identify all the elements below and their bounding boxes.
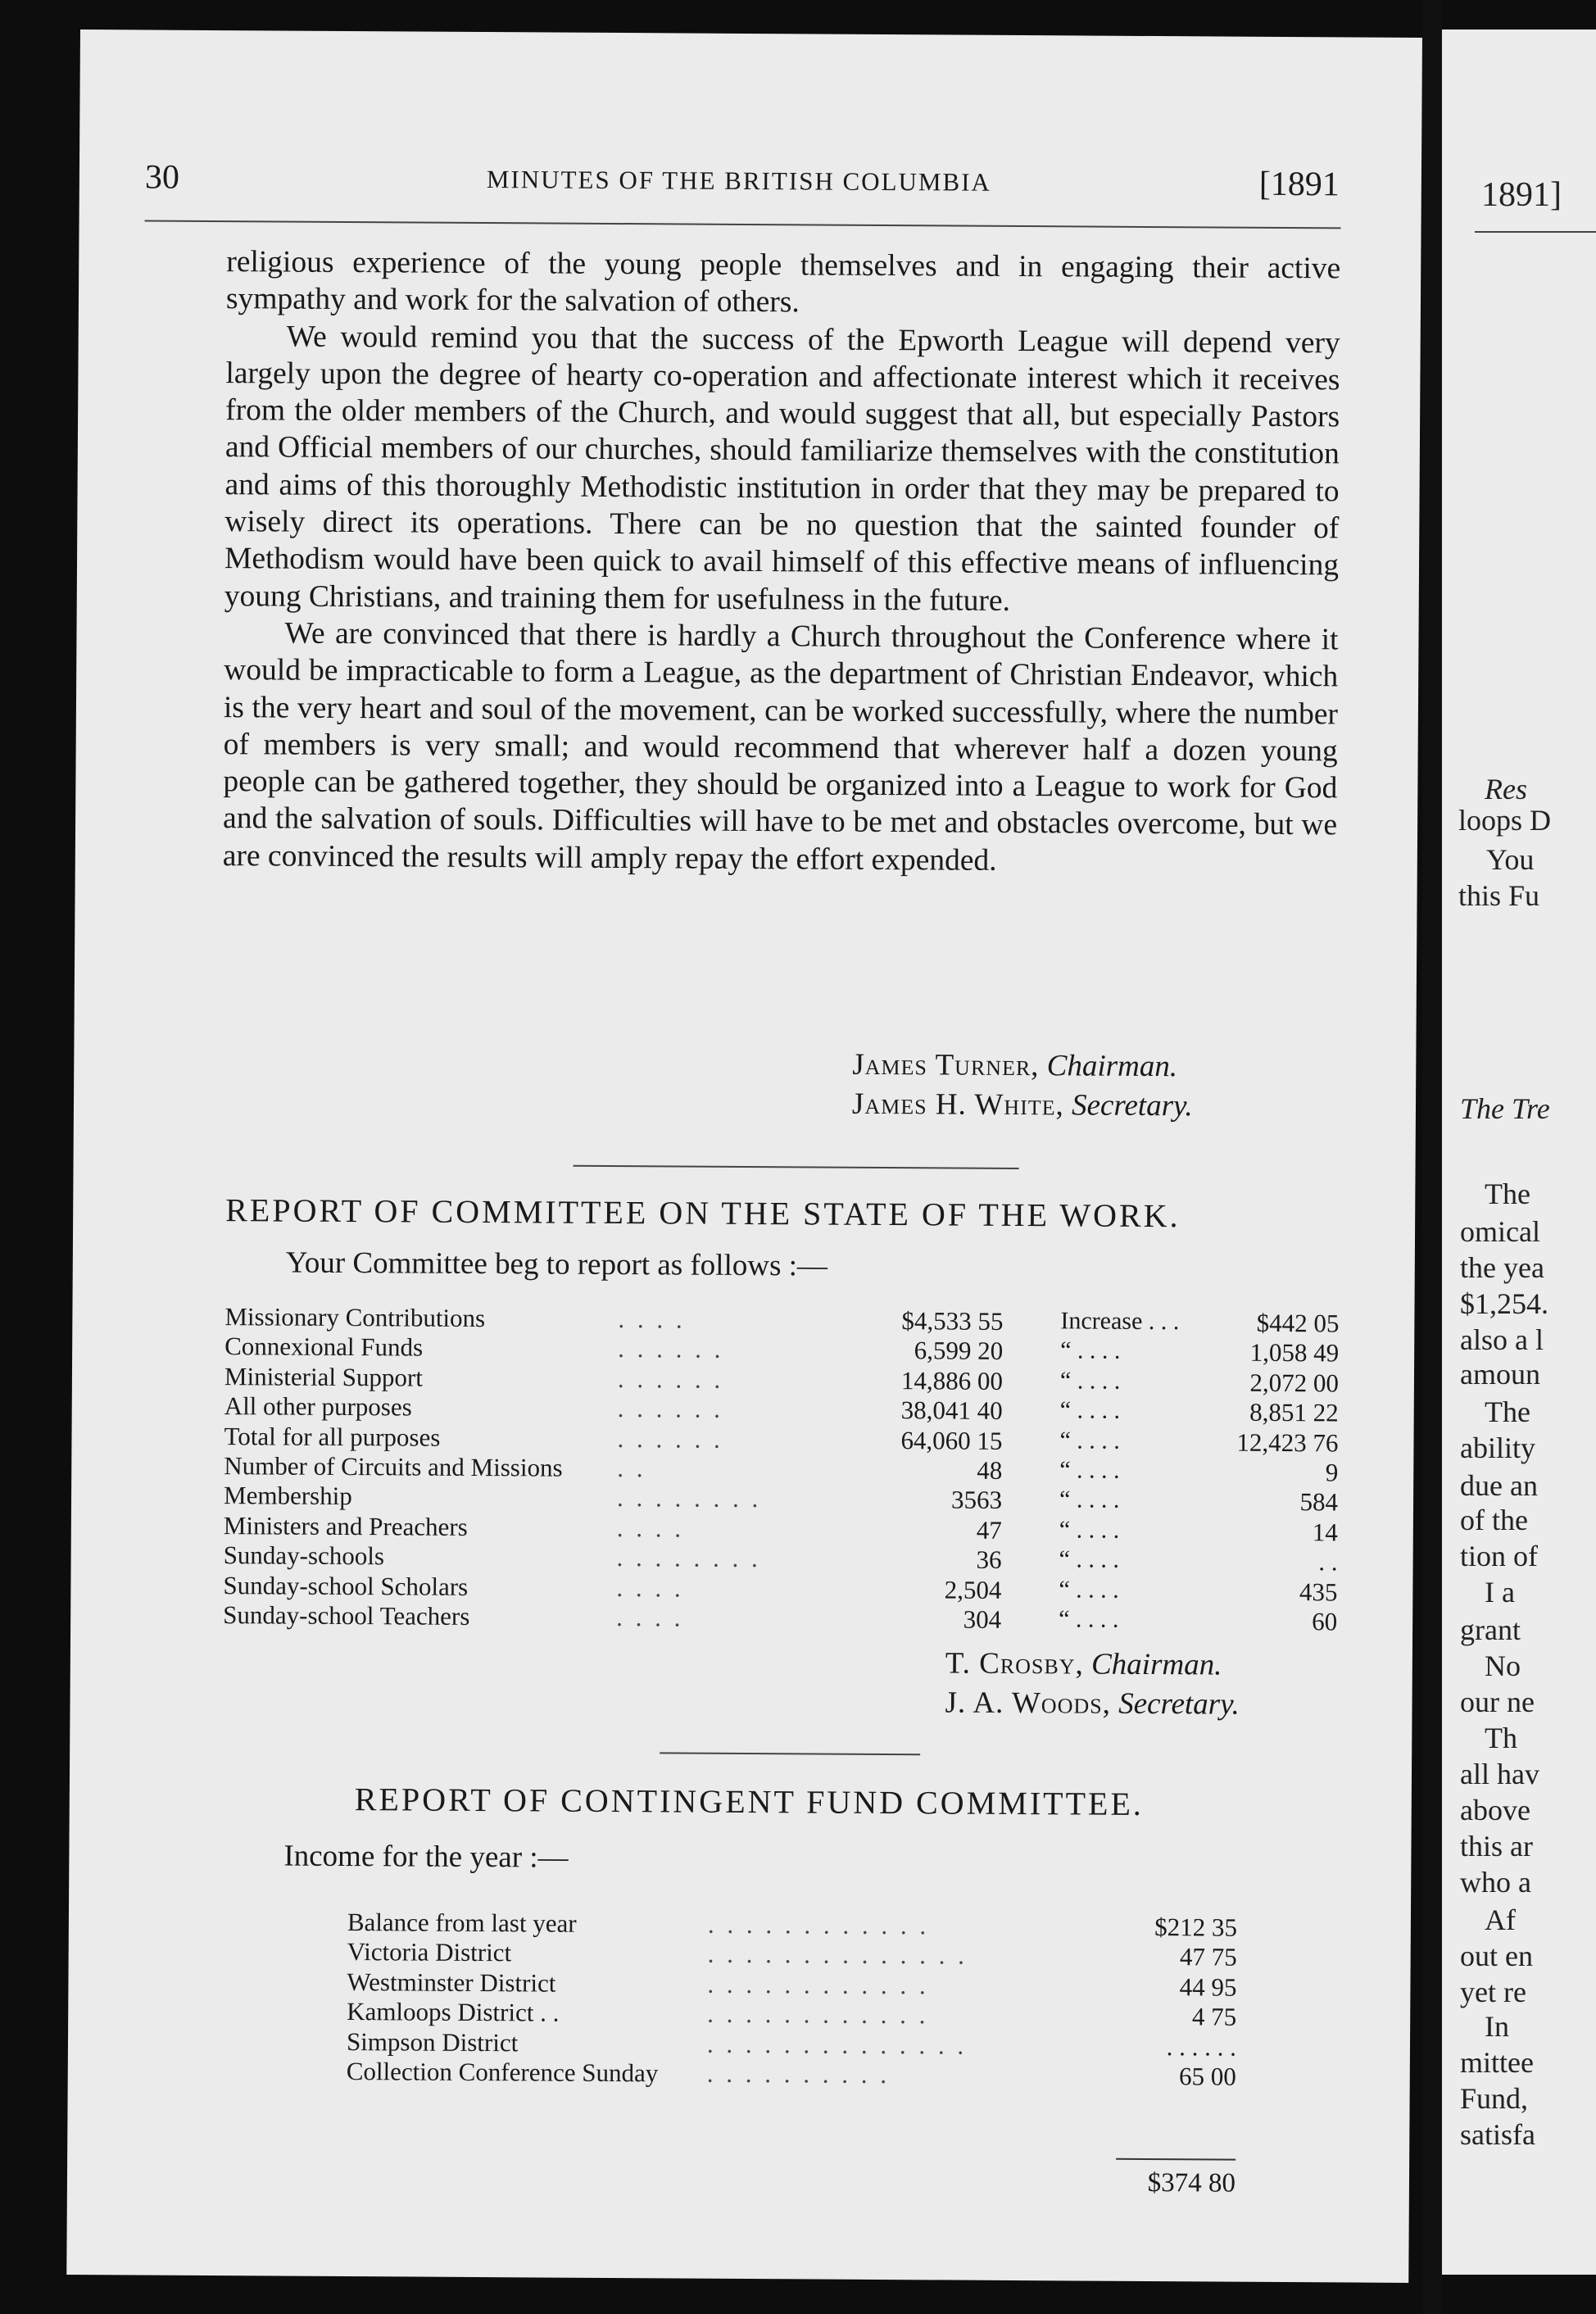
signature-role: Chairman. — [1090, 1647, 1222, 1682]
increase-marker: “ . . . . — [1059, 1545, 1120, 1573]
increase-value: 9 — [1325, 1458, 1339, 1487]
row-label: Victoria District — [347, 1937, 512, 1967]
row-value: 65 00 — [1178, 2062, 1236, 2091]
row-value: 4 75 — [1191, 2002, 1237, 2031]
section-divider — [660, 1752, 920, 1755]
row-label: Simpson District — [346, 2026, 519, 2057]
row-label: Ministers and Preachers — [223, 1510, 468, 1541]
facing-fragment: Fund, — [1460, 2082, 1529, 2115]
book-page — [66, 29, 1422, 2283]
signature-role: Secretary. — [1071, 1088, 1193, 1123]
contingent-report-intro: Income for the year :— — [283, 1839, 569, 1875]
increase-marker: “ . . . . — [1059, 1396, 1121, 1424]
row-label: Balance from last year — [347, 1908, 577, 1938]
signature-secretary — [852, 1087, 1193, 1124]
increase-marker: Increase . . . — [1060, 1307, 1180, 1336]
contingent-report-heading: REPORT OF CONTINGENT FUND COMMITTEE. — [354, 1781, 1144, 1822]
facing-fragment: In — [1485, 2010, 1509, 2043]
leader-dots: . . . . — [616, 1603, 684, 1632]
row-label: Kamloops District . . — [347, 1997, 560, 2027]
row-value: 304 — [963, 1604, 1002, 1634]
row-label: All other purposes — [224, 1391, 412, 1422]
facing-fragment: No — [1485, 1649, 1521, 1682]
contingent-total: $374 80 — [1147, 2168, 1236, 2198]
row-label: Sunday-schools — [223, 1540, 385, 1571]
increase-marker: “ . . . . — [1059, 1367, 1121, 1395]
row-value: 44 95 — [1179, 1972, 1237, 2002]
paragraph: religious experience of the young people themselves and in engaging their active sympathy and work for the salvation of others. — [225, 245, 1341, 320]
committee-text — [223, 243, 1341, 881]
increase-marker: “ . . . . — [1059, 1516, 1120, 1544]
section-divider — [574, 1165, 1019, 1169]
signature-name: James H. White, — [851, 1087, 1064, 1123]
row-value: 3563 — [950, 1485, 1003, 1515]
facing-fragment: mittee — [1460, 2046, 1534, 2079]
running-head: MINUTES OF THE BRITISH COLUMBIA — [486, 165, 992, 197]
leader-dots: . . . . . . . . — [616, 1483, 762, 1513]
increase-marker: “ . . . . — [1059, 1426, 1120, 1454]
increase-marker: “ . . . . — [1060, 1336, 1121, 1365]
facing-fragment: You — [1486, 843, 1535, 876]
facing-fragment: due an — [1460, 1469, 1538, 1502]
row-label: Number of Circuits and Missions — [224, 1451, 563, 1482]
increase-marker: “ . . . . — [1059, 1456, 1120, 1484]
leader-dots: . . — [617, 1454, 646, 1483]
table-row — [223, 1600, 1337, 1636]
row-label: Missionary Contributions — [224, 1302, 486, 1333]
header-rule — [145, 220, 1341, 229]
leader-dots: . . . . . . . . . . . . — [707, 1999, 929, 2030]
signature-name: J. A. Woods, — [945, 1686, 1112, 1721]
leader-dots: . . . . . . — [617, 1423, 723, 1454]
row-value: $4,533 55 — [901, 1306, 1004, 1336]
leader-dots: . . . . . . . . — [616, 1543, 761, 1573]
increase-value: 1,058 49 — [1249, 1338, 1340, 1368]
facing-fragment: The — [1485, 1395, 1530, 1428]
paragraph: We would remind you that the success of the Epworth League will depend very largely upon the degree of hearty co-operation and affectionate interest which it receives from the older members of the Church, and would suggest that all, but especially Pastors and Official members of our churches, should familiarize themselves with the constitution and aims of this thoroughly Methodistic institution in order that they may be prepared to wisely direct its operations. There can be no question that the sainted founder of Methodism would have been quick to avail himself of this effective means of influencing young Christians, and training them for usefulness in the future. — [224, 320, 1340, 618]
row-value: 47 75 — [1179, 1942, 1237, 1972]
row-label: Ministerial Support — [224, 1361, 424, 1392]
increase-value: 435 — [1299, 1577, 1338, 1607]
row-value: 36 — [976, 1545, 1002, 1575]
increase-value: 60 — [1312, 1607, 1338, 1636]
facing-fragment: ability — [1460, 1432, 1535, 1464]
facing-fragment: out en — [1460, 1940, 1533, 1972]
row-label: Connexional Funds — [224, 1332, 424, 1362]
paragraph: We are convinced that there is hardly a Church throughout the Conference where it would be impracticable to form a League, as the department of Christian Endeavor, which is the very heart and soul of the movement, can be worked successfully, where the number of members is very small; and would recommend that wherever half a dozen young people can be gathered together, they should be organized into a League to work for God and the salvation of souls. Difficulties will have to be met and obstacles overcome, but we are convinced the results will amply repay the effort expended. — [222, 616, 1339, 878]
state-report-heading: REPORT OF COMMITTEE ON THE STATE OF THE WORK. — [225, 1191, 1181, 1235]
facing-fragment: The Tre — [1460, 1092, 1550, 1125]
row-label: Membership — [223, 1481, 352, 1511]
increase-value: 584 — [1299, 1487, 1339, 1517]
facing-fragment: who a — [1460, 1866, 1531, 1899]
signature-chairman — [945, 1645, 1222, 1682]
row-value: $212 35 — [1154, 1912, 1237, 1942]
leader-dots: . . . . — [618, 1304, 686, 1334]
table-row — [347, 1967, 1248, 2003]
page-number: 30 — [144, 158, 180, 197]
facing-fragment: this Fu — [1458, 879, 1540, 912]
table-row — [347, 1997, 1248, 2032]
facing-fragment: all hav — [1460, 1758, 1539, 1790]
increase-marker: “ . . . . — [1059, 1605, 1119, 1633]
row-value: 47 — [976, 1515, 1002, 1545]
table-row — [347, 2027, 1248, 2062]
total-rule — [1116, 2158, 1236, 2161]
facing-fragment: this ar — [1460, 1830, 1533, 1863]
row-value: . . . . . . — [1166, 2031, 1237, 2062]
leader-dots: . . . . — [616, 1513, 685, 1543]
facing-fragment: Res — [1485, 773, 1527, 805]
leader-dots: . . . . . . . . . . . . . . — [706, 2029, 968, 2060]
facing-fragment: also a l — [1460, 1323, 1544, 1356]
facing-fragment: of the — [1460, 1504, 1528, 1536]
facing-fragment: The — [1485, 1177, 1530, 1210]
facing-page — [1442, 29, 1596, 2275]
row-value: 38,041 40 — [900, 1395, 1003, 1426]
facing-fragment: satisfa — [1460, 2118, 1535, 2151]
facing-fragment: omical — [1460, 1215, 1540, 1248]
signature-role: Chairman. — [1046, 1049, 1178, 1084]
book-gutter — [1422, 0, 1442, 2314]
increase-value: $442 05 — [1256, 1308, 1340, 1338]
increase-value: . . — [1318, 1547, 1338, 1577]
facing-fragment: Af — [1485, 1903, 1516, 1936]
signature-name: James Turner, — [852, 1047, 1040, 1083]
facing-fragment: yet re — [1460, 1976, 1526, 2008]
leader-dots: . . . . . . — [617, 1394, 724, 1424]
increase-value: 12,423 76 — [1236, 1427, 1339, 1458]
leader-dots: . . . . . . . . . . . . — [707, 1909, 930, 1940]
facing-page-year: 1891] — [1481, 176, 1562, 214]
table-row — [347, 2057, 1248, 2092]
row-value: 48 — [977, 1455, 1003, 1485]
row-label: Total for all purposes — [224, 1421, 441, 1452]
increase-marker: “ . . . . — [1059, 1575, 1119, 1604]
facing-fragment: grant — [1460, 1613, 1521, 1646]
leader-dots: . . . . . . — [617, 1363, 724, 1394]
increase-value: 8,851 22 — [1249, 1397, 1339, 1427]
increase-value: 14 — [1312, 1518, 1338, 1547]
row-value: 64,060 15 — [900, 1425, 1003, 1455]
facing-head-rule — [1475, 231, 1596, 233]
signature-name: T. Crosby, — [945, 1646, 1084, 1681]
row-label: Collection Conference Sunday — [346, 2057, 659, 2088]
row-value: 6,599 20 — [914, 1336, 1004, 1366]
facing-fragment: loops D — [1458, 804, 1552, 837]
signature-secretary — [945, 1685, 1239, 1722]
facing-fragment: I a — [1485, 1576, 1515, 1608]
table-row — [347, 1937, 1249, 1972]
facing-fragment: tion of — [1460, 1540, 1538, 1572]
facing-fragment: the yea — [1460, 1251, 1544, 1284]
leader-dots: . . . . — [616, 1572, 684, 1603]
row-label: Westminster District — [347, 1967, 556, 1998]
row-value: 2,504 — [944, 1575, 1002, 1604]
increase-value: 2,072 00 — [1249, 1368, 1340, 1398]
leader-dots: . . . . . . . . . . . . . . — [707, 1940, 968, 1971]
facing-fragment: $1,254. — [1460, 1287, 1548, 1320]
row-value: 14,886 00 — [900, 1365, 1004, 1395]
signature-role: Secretary. — [1118, 1686, 1240, 1722]
table-row — [347, 1908, 1249, 1943]
facing-fragment: our ne — [1460, 1686, 1535, 1718]
facing-fragment: Th — [1485, 1722, 1517, 1754]
facing-fragment: above — [1460, 1794, 1530, 1826]
leader-dots: . . . . . . — [618, 1334, 724, 1364]
signature-chairman — [852, 1047, 1177, 1084]
row-label: Sunday-school Teachers — [223, 1600, 470, 1631]
state-report-intro: Your Committee beg to report as follows :— — [285, 1245, 828, 1283]
leader-dots: . . . . . . . . . . . . — [707, 1969, 929, 2000]
row-label: Sunday-school Scholars — [223, 1570, 469, 1601]
leader-dots: . . . . . . . . . . — [706, 2058, 891, 2089]
facing-fragment: amoun — [1460, 1358, 1540, 1391]
running-head-year: [1891 — [1258, 165, 1340, 204]
increase-marker: “ . . . . — [1059, 1486, 1120, 1514]
